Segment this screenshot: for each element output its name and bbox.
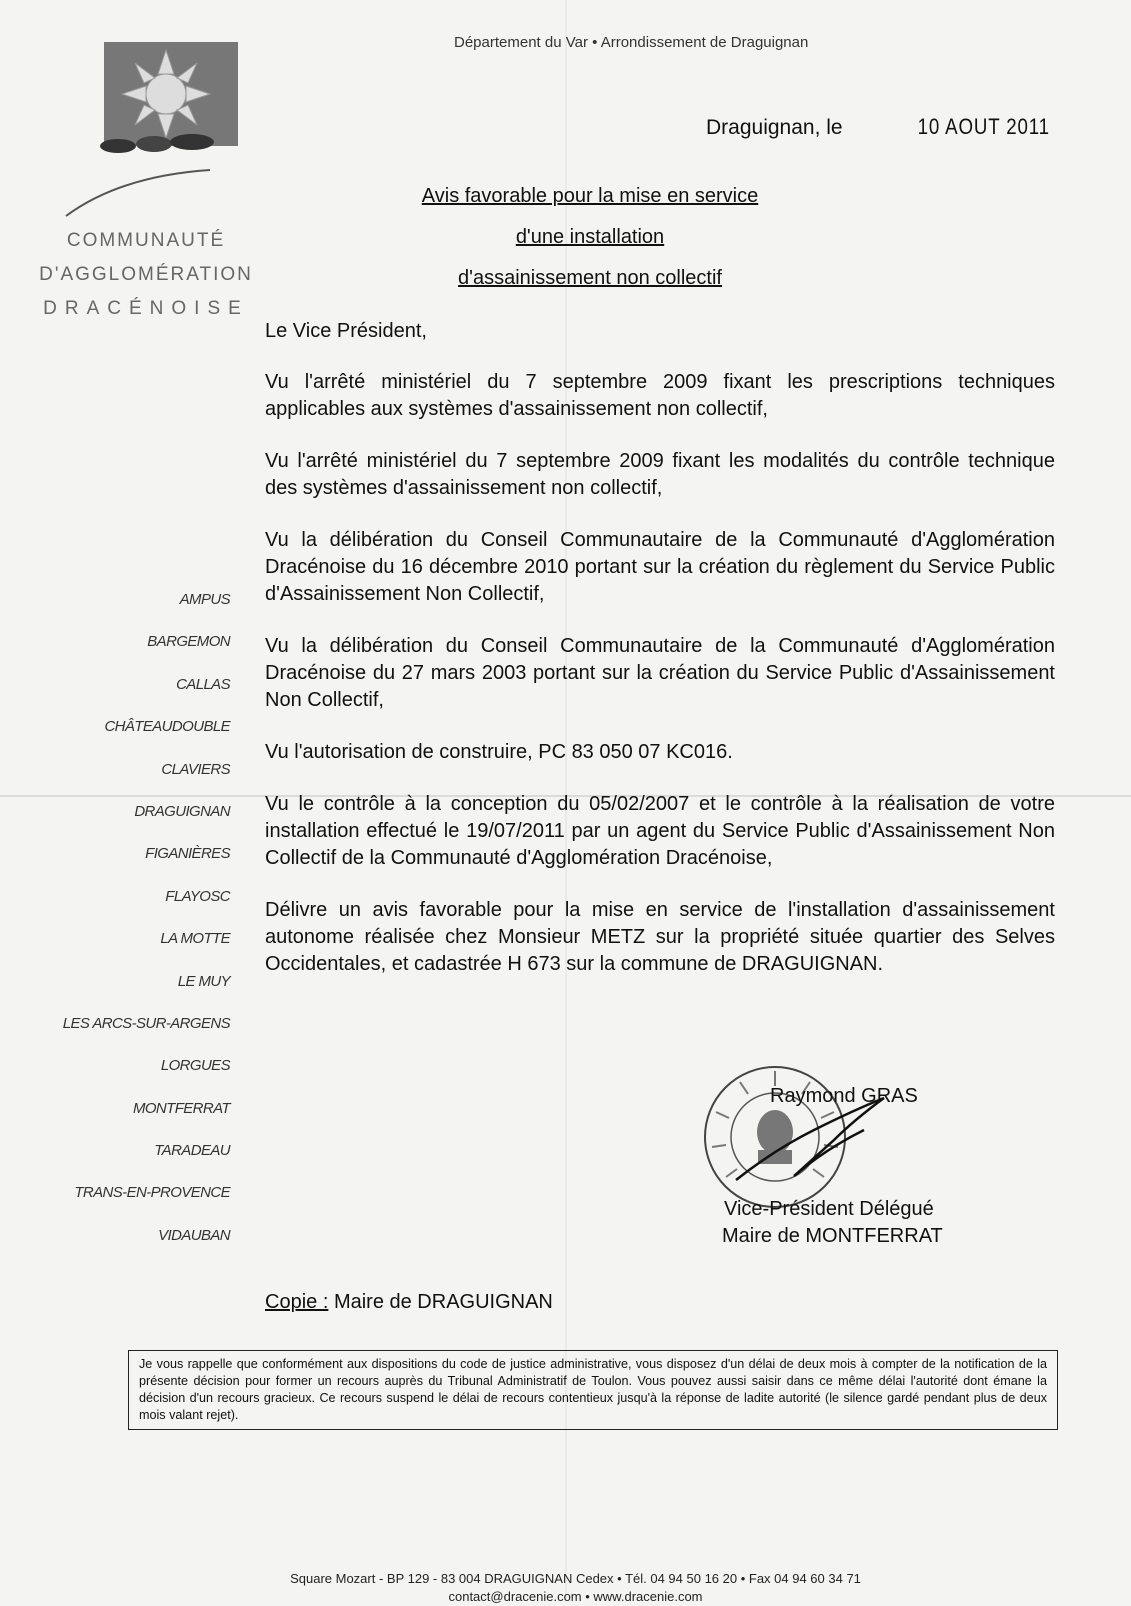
subject-line3: d'assainissement non collectif [458, 267, 722, 289]
subject-heading [380, 176, 800, 299]
paragraph-deliberation-2010: Vu la délibération du Conseil Communautaire de la Communauté d'Agglomération Dracénoise du 16 décembre 2010 portant sur la création du règlement du Service Public d'Assainissement Non Collectif, [265, 529, 1055, 605]
communes-list [20, 590, 230, 1268]
commune-item: LA MOTTE [160, 930, 230, 948]
department-line: Département du Var • Arrondissement de Draguignan [454, 34, 809, 51]
commune-item: TRANS-EN-PROVENCE [74, 1184, 230, 1202]
subject-line1: Avis favorable pour la mise en service [421, 185, 759, 207]
logo-stone-right [170, 134, 214, 150]
logo-stone-middle [136, 136, 172, 152]
date-line [706, 114, 1062, 140]
sun-icon [122, 50, 210, 138]
signer-mayor-title: Maire de MONTFERRAT [722, 1225, 943, 1247]
organization-name [36, 224, 256, 326]
organization-name-line3: DRACÉNOISE [43, 298, 249, 319]
footer-contact: contact@dracenie.com • www.dracenie.com [448, 1589, 703, 1604]
logo-swoosh [66, 170, 210, 216]
date-prefix: Draguignan, le [706, 116, 843, 139]
commune-item: MONTFERRAT [132, 1099, 230, 1117]
organization-name-line1: COMMUNAUTÉ [66, 230, 226, 251]
commune-item: CHÂTEAUDOUBLE [104, 718, 230, 736]
paragraph-arrete-controle: Vu l'arrêté ministériel du 7 septembre 2009 fixant les modalités du contrôle technique des systèmes d'assainissement non collectif, [265, 450, 1055, 499]
organization-logo [60, 36, 260, 236]
commune-item: FLAYOSC [165, 887, 230, 905]
legal-notice-box: Je vous rappelle que conformément aux dispositions du code de justice administrative, vous disposez d'un délai de deux mois à compter de la notification de la présente décision pour former un recours auprès du Tribunal Administratif de Toulon. Vous pouvez aussi saisir dans ce même délai l'autorité dont émane la décision d'un recours gracieux. Ce recours suspend le délai de recours contentieux jusqu'à la réponse de ladite autorité (le silence gardé pendant plus de deux mois valant rejet). [128, 1350, 1058, 1430]
commune-item: BARGEMON [147, 633, 230, 651]
date-stamp: 10 AOUT 2011 [918, 114, 1051, 139]
paragraph-controle: Vu le contrôle à la conception du 05/02/2007 et le contrôle à la réalisation de votre installation effectué le 19/07/2011 par un agent du Service Public d'Assainissement Non Collectif de la Communauté d'Agglomération Dracénoise, [265, 793, 1055, 869]
greeting: Le Vice Président, [265, 320, 427, 342]
signer-title: Vice-Président Délégué [724, 1198, 934, 1220]
commune-item: VIDAUBAN [158, 1226, 230, 1244]
commune-item: CLAVIERS [161, 760, 230, 778]
copy-label: Copie : [265, 1291, 329, 1313]
logo-stone-left [100, 139, 136, 153]
footer [0, 1570, 1131, 1606]
subject-line2: d'une installation [515, 226, 665, 248]
copy-line [265, 1291, 553, 1314]
paragraph-decision: Délivre un avis favorable pour la mise en service de l'installation d'assainissement autonome réalisée chez Monsieur METZ sur la propriété située quartier des Selves Occidentales, et cadastrée H 673 sur la commune de DRAGUIGNAN. [265, 899, 1055, 975]
paragraph-arrete-prescriptions: Vu l'arrêté ministériel du 7 septembre 2009 fixant les prescriptions techniques applicables aux systèmes d'assainissement non collectif, [265, 371, 1055, 420]
commune-item: LORGUES [160, 1057, 230, 1075]
commune-item: FIGANIÈRES [145, 845, 230, 863]
commune-item: CALLAS [176, 675, 230, 693]
copy-recipient: Maire de DRAGUIGNAN [333, 1291, 553, 1313]
paragraph-deliberation-2003: Vu la délibération du Conseil Communautaire de la Communauté d'Agglomération Dracénoise du 27 mars 2003 portant sur la création du Service Public d'Assainissement Non Collectif, [265, 635, 1055, 711]
paragraph-permis: Vu l'autorisation de construire, PC 83 050 07 KC016. [265, 741, 733, 763]
commune-item: LES ARCS-SUR-ARGENS [62, 1014, 230, 1032]
commune-item: AMPUS [179, 591, 230, 608]
footer-address: Square Mozart - BP 129 - 83 004 DRAGUIGNAN Cedex • Tél. 04 94 50 16 20 • Fax 04 94 60 34 71 [290, 1571, 861, 1586]
signer-name: Raymond GRAS [770, 1085, 918, 1107]
letter-body [265, 318, 1055, 1003]
commune-item: DRAGUIGNAN [134, 802, 230, 820]
commune-item: TARADEAU [154, 1142, 230, 1160]
organization-name-line2: D'AGGLOMÉRATION [39, 264, 253, 285]
commune-item: LE MUY [177, 972, 230, 990]
